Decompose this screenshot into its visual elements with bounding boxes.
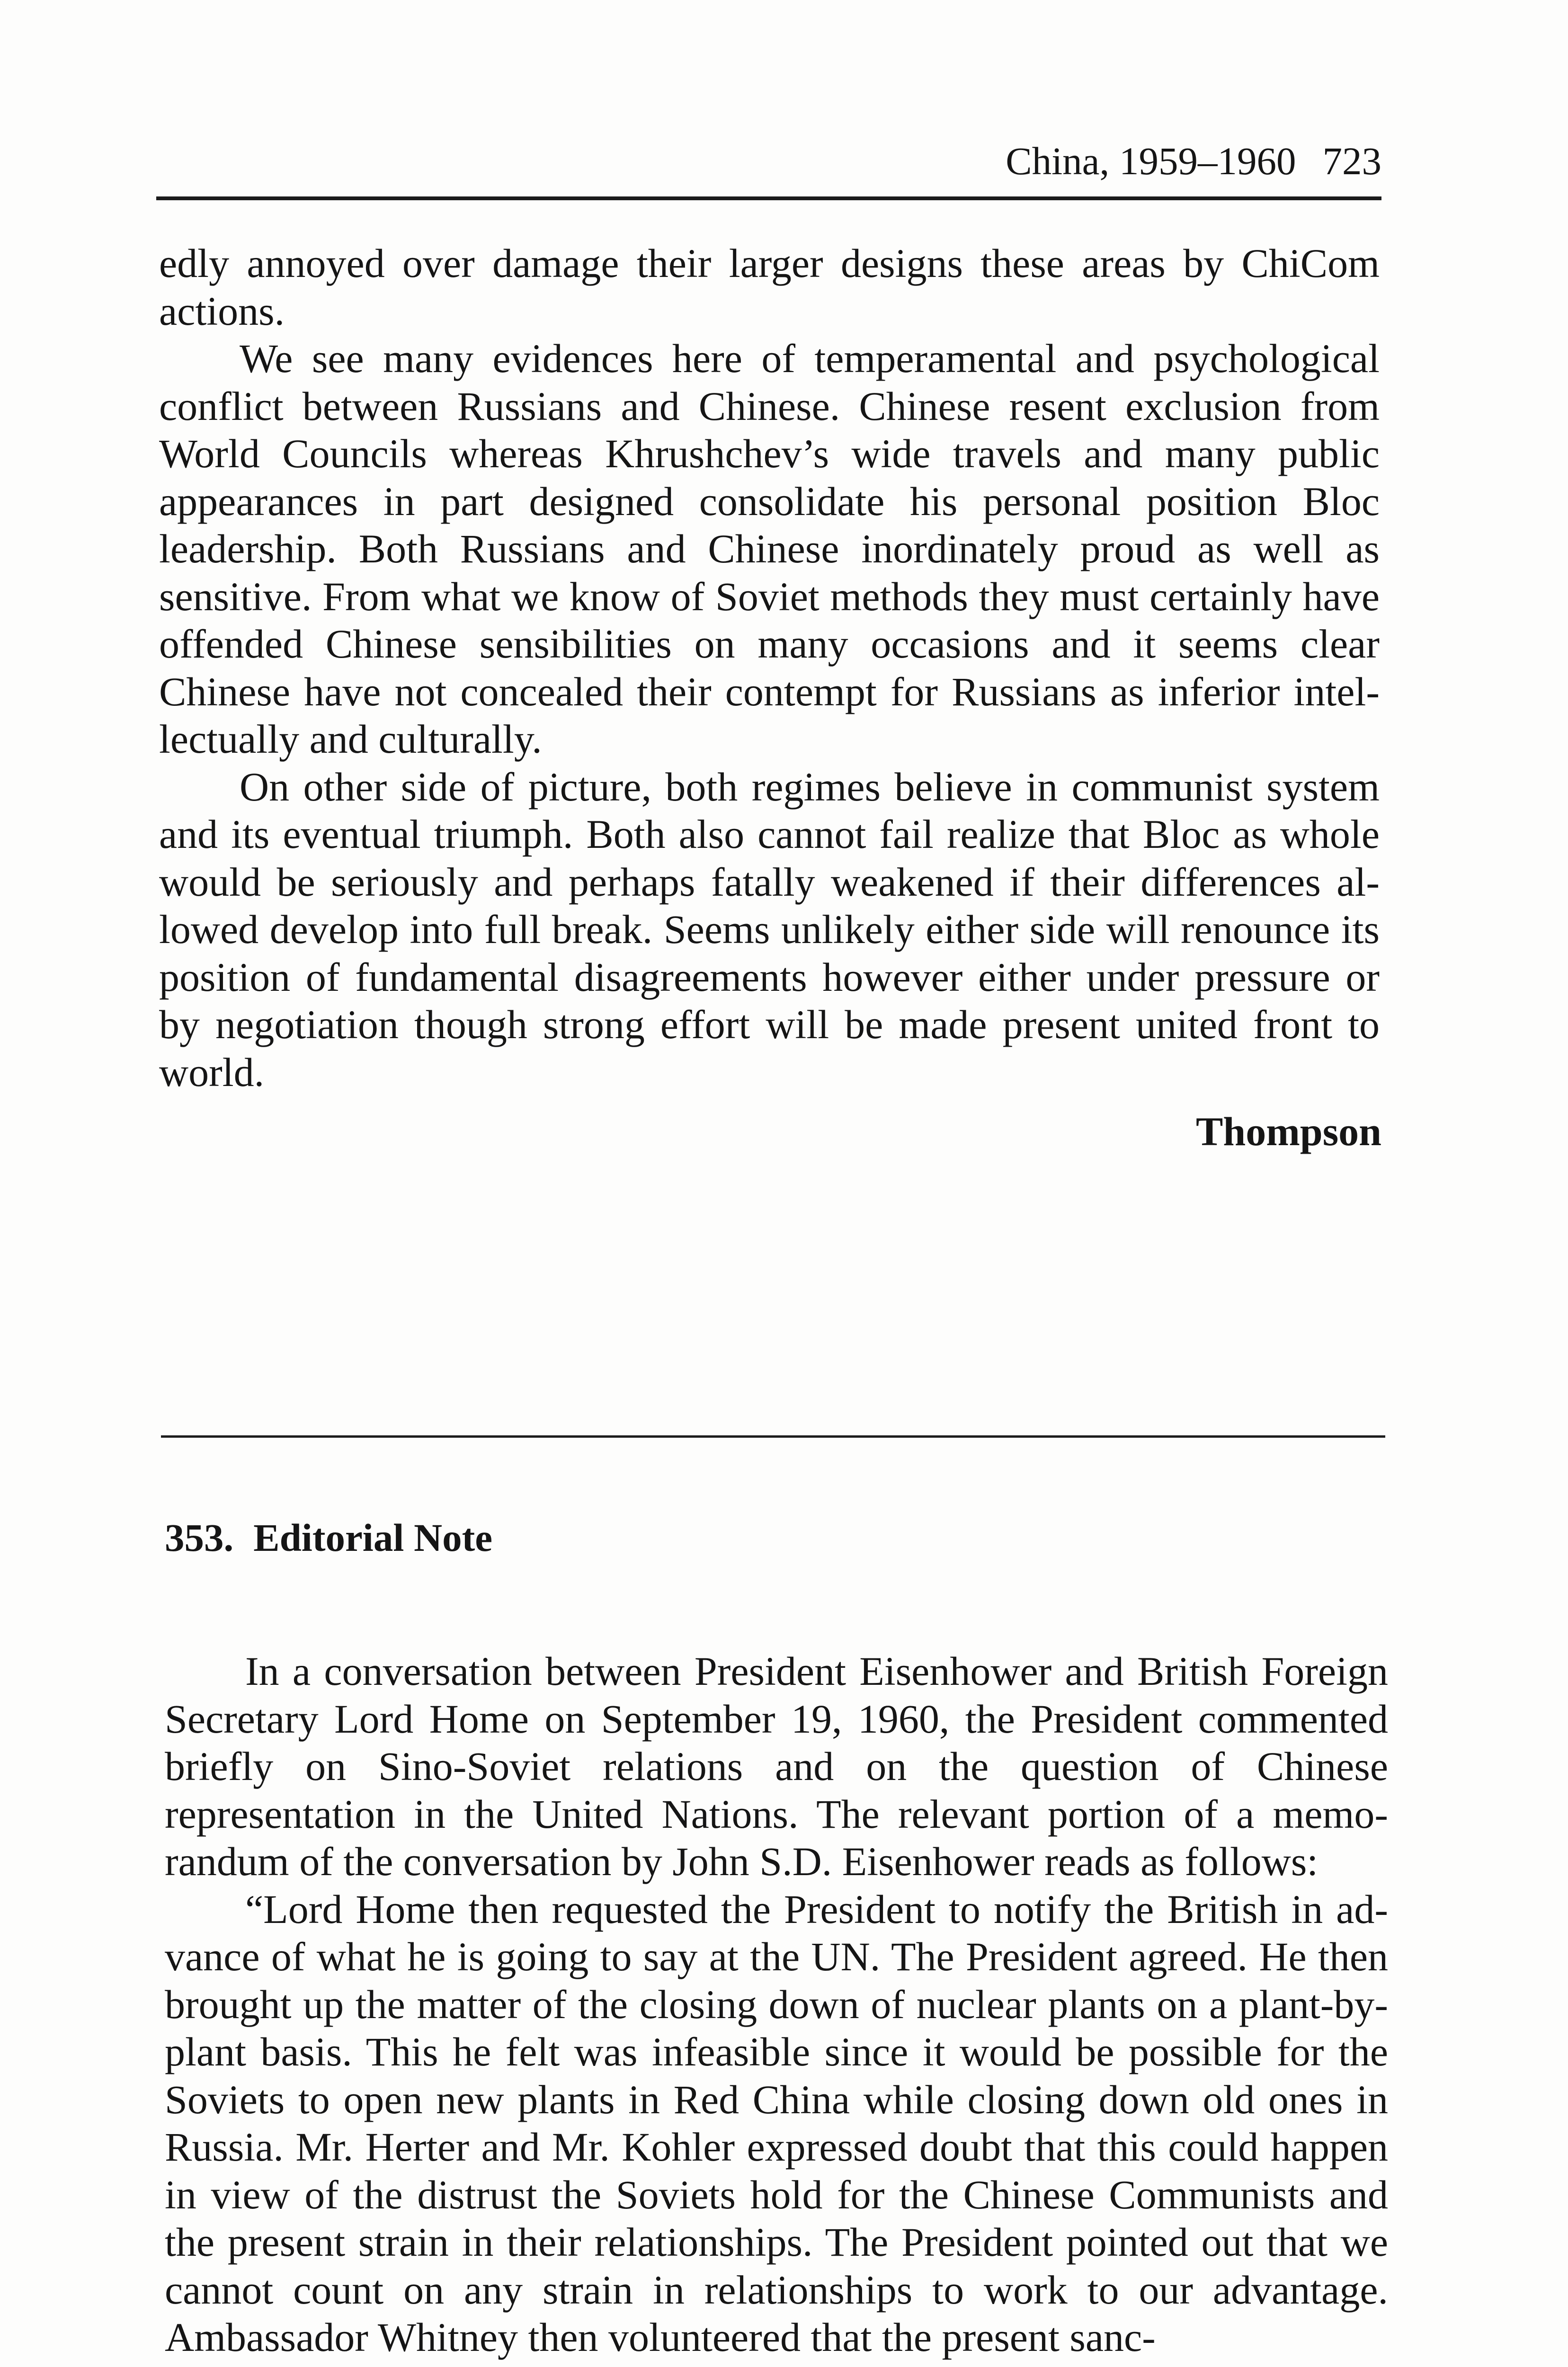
- running-title: China, 1959–1960: [1006, 139, 1296, 183]
- page-number: 723: [1322, 139, 1381, 183]
- signature: Thompson: [1196, 1109, 1381, 1154]
- running-header: [156, 137, 1381, 185]
- telegram-paragraph-3: On other side of picture, both regimes believe in communist system and its eventual triumph. Both also cannot fail realize that Bloc as whole would be seriously and perhaps fatally weakened if their differences allowed develop into full break. Seems unlikely either side will renounce its position of fundamental disagreements however either under pressure or by negotiation though strong effort will be made present united front to world.: [159, 764, 1380, 1095]
- telegram-text: [159, 240, 1380, 1096]
- telegram-paragraph-2: We see many evidences here of temperamental and psychological conflict between Russians and Chinese. Chinese resent exclusion from World Councils whereas Khrushchev’s wide travels and many public appearances in part designed consolidate his personal position Bloc leadership. Both Russians and Chinese inordinately proud as well as sensitive. From what we know of Soviet methods they must certainly have offended Chinese sensibilities on many occasions and it seems clear Chinese have not concealed their contempt for Russians as inferior intellectually and culturally.: [159, 336, 1380, 762]
- editorial-note-text: [165, 1647, 1388, 2361]
- section-title: Editorial Note: [253, 1516, 493, 1559]
- section-divider: [161, 1435, 1385, 1438]
- telegram-paragraph-1: edly annoyed over damage their larger designs these areas by ChiCom actions.: [159, 240, 1380, 334]
- editorial-paragraph-1: In a conversation between President Eisenhower and British Foreign Secretary Lord Home on September 19, 1960, the President commented briefly on Sino-Soviet relations and on the question of Chinese representation in the United Nations. The relevant portion of a memorandum of the conversation by John S.D. Eisenhower reads as follows:: [165, 1648, 1388, 1884]
- editorial-paragraph-2: “Lord Home then requested the President to notify the British in advance of what he is going to say at the UN. The President agreed. He then brought up the matter of the closing down of nuclear plants on a plant-by-plant basis. This he felt was infeasible since it would be possible for the Soviets to open new plants in Red China while closing down old ones in Russia. Mr. Herter and Mr. Kohler expressed doubt that this could happen in view of the distrust the Soviets hold for the Chinese Communists and the present strain in their relationships. The President pointed out that we cannot count on any strain in relationships to work to our advantage. Ambassador Whitney then volunteered that the present sanc-: [165, 1886, 1388, 2360]
- header-rule: [156, 196, 1381, 200]
- section-heading: [165, 1514, 492, 1561]
- section-number: 353.: [165, 1516, 234, 1559]
